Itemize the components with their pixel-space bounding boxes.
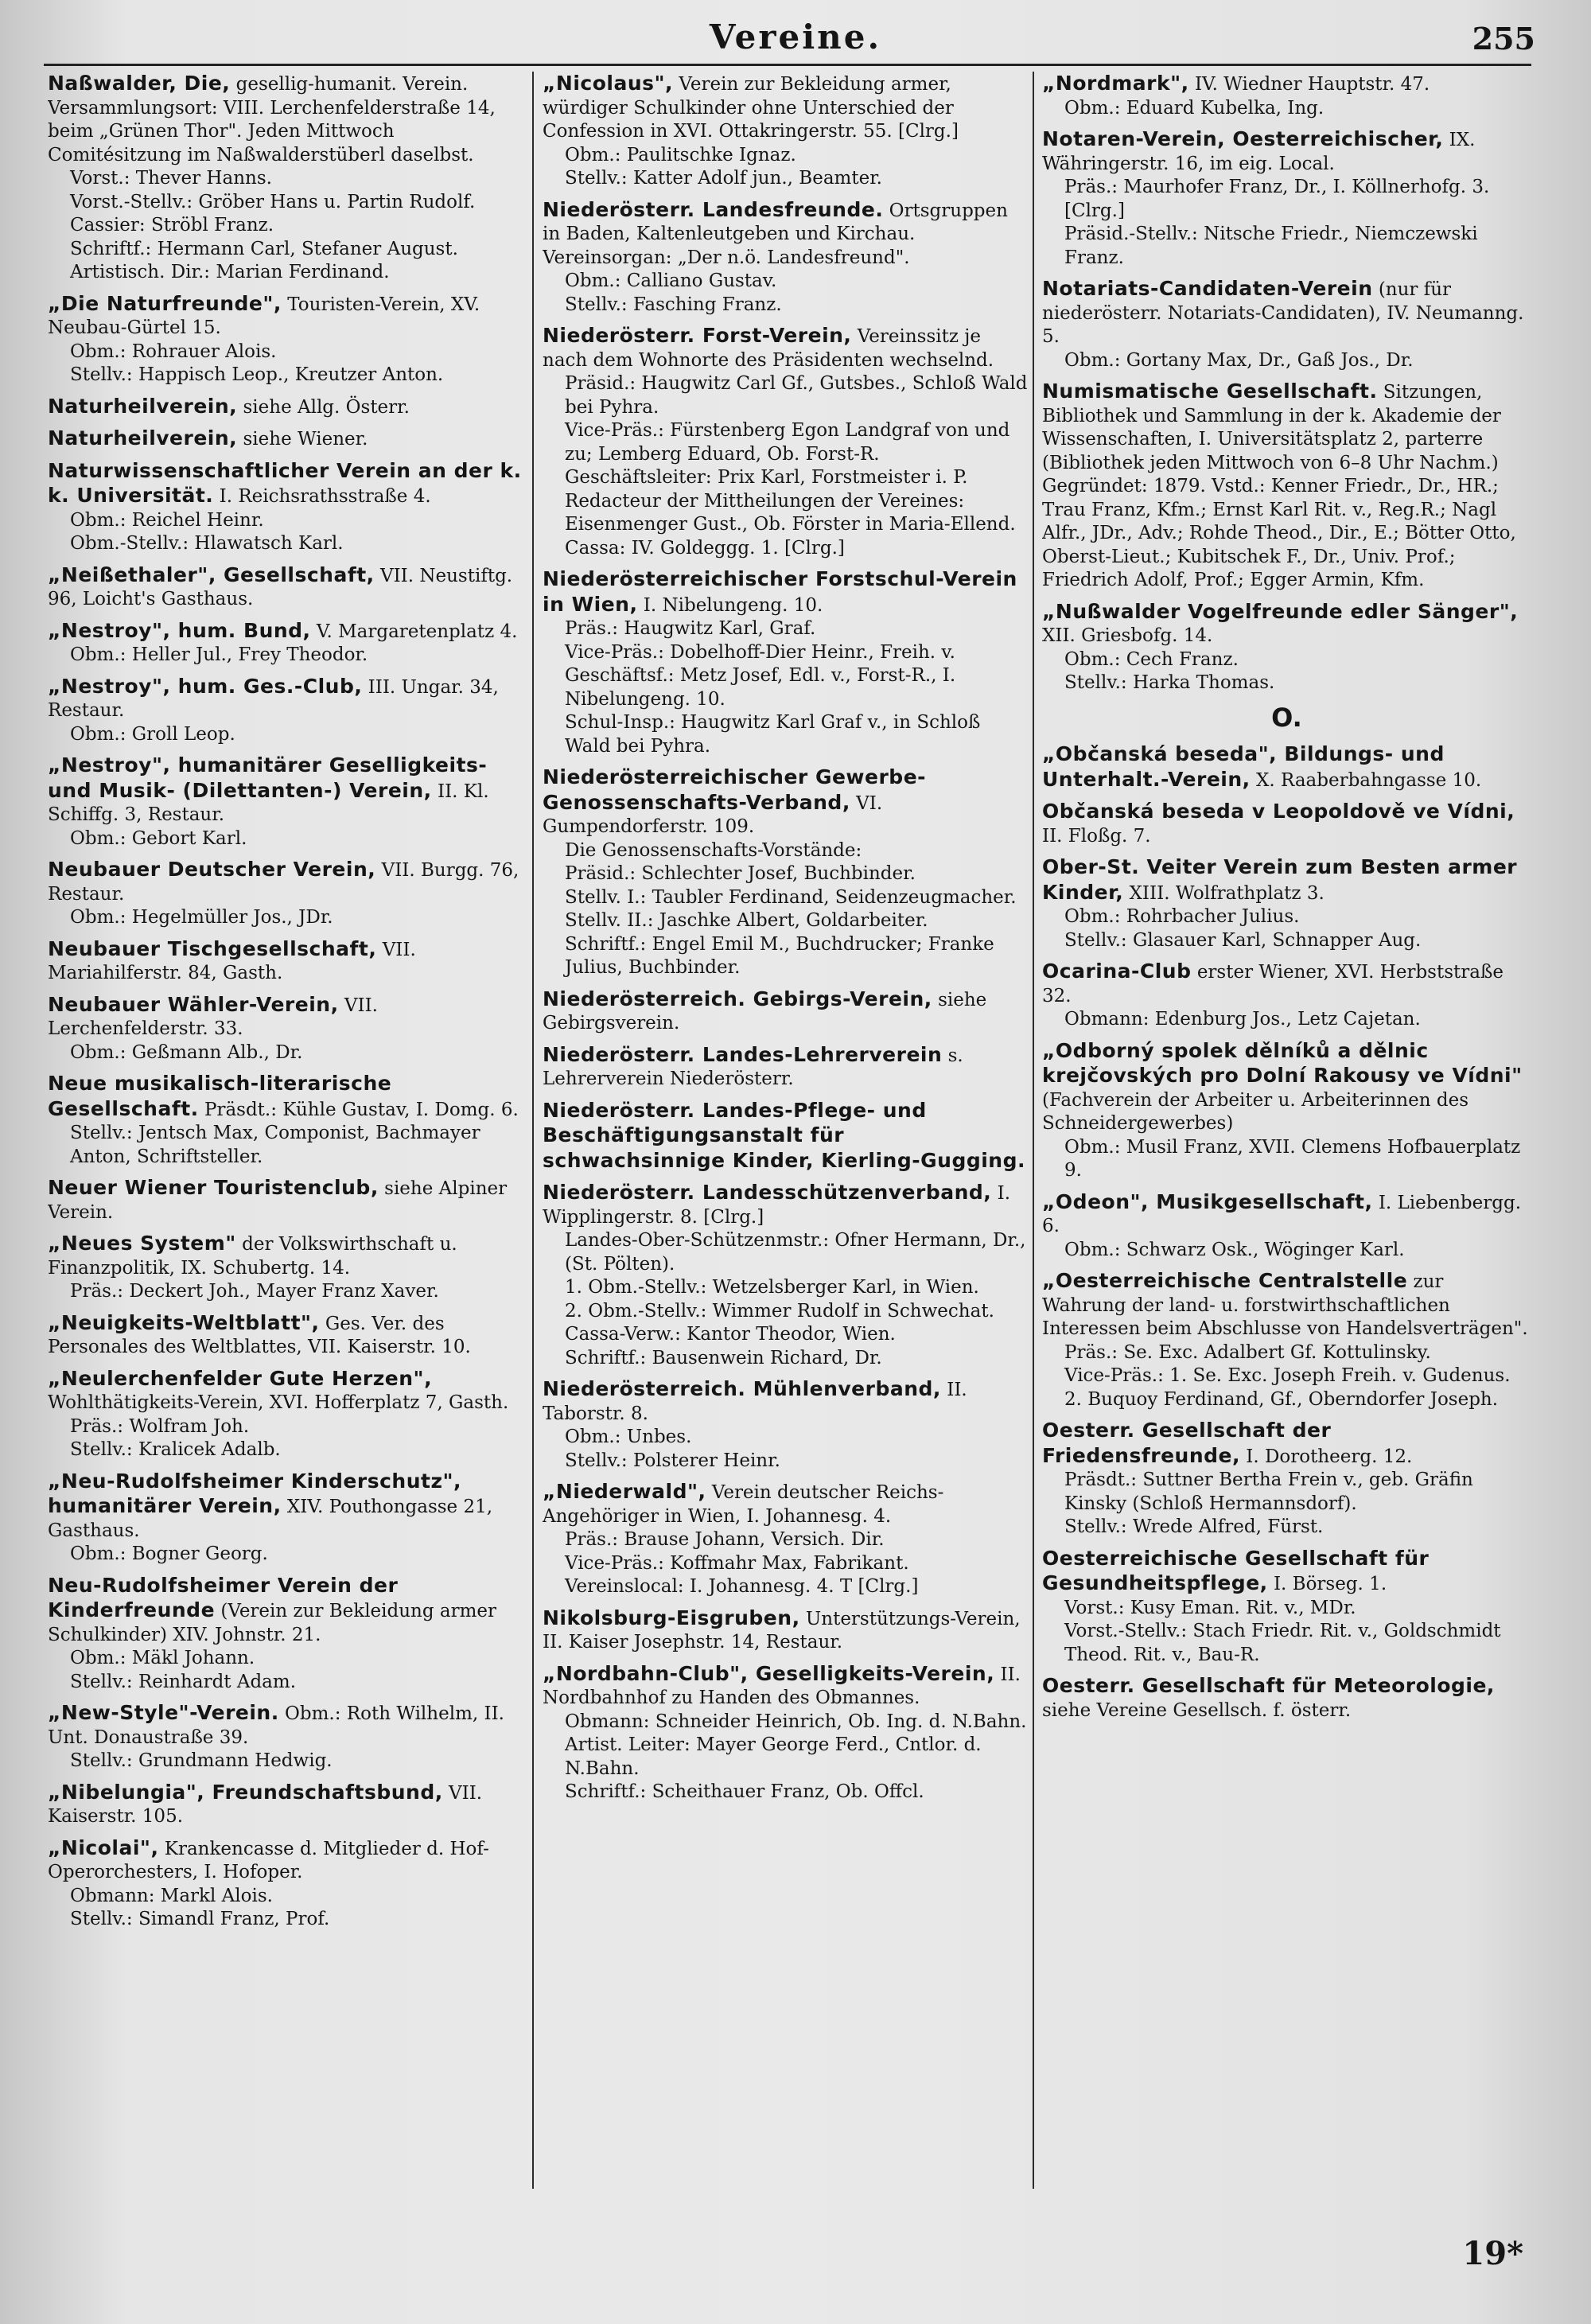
- entry-detail-line: Obm.: Rohrbacher Julius.: [1064, 906, 1300, 927]
- entry-detail-line: Obm.: Reichel Heinr.: [70, 509, 264, 531]
- entry-detail-line: Vorst.: Kusy Eman. Rit. v., MDr.: [1064, 1597, 1356, 1618]
- entry-text: X. Raaberbahngasse 10.: [1255, 769, 1482, 791]
- directory-entry: [48, 426, 525, 452]
- entry-text: V. Margaretenplatz 4.: [316, 621, 518, 642]
- entry-detail-line: Schriftf.: Engel Emil M., Buchdrucker; Franke Julius, Buchbinder.: [565, 933, 994, 978]
- entry-text: I. Liebenbergg. 6.: [1042, 1192, 1522, 1236]
- entry-text: siehe Alpiner Verein.: [48, 1178, 508, 1223]
- entry-heading: Naturheilverein,: [48, 394, 238, 418]
- entry-text: siehe Vereine Gesellsch. f. österr.: [1042, 1699, 1352, 1721]
- entry-detail-line: Stellv.: Simandl Franz, Prof.: [70, 1909, 330, 1929]
- entry-detail-line: Obm.: Hegelmüller Jos., JDr.: [70, 907, 333, 928]
- entry-heading: Ocarina-Club: [1042, 960, 1192, 983]
- entry-text: s. Lehrerverein Niederösterr.: [543, 1045, 963, 1089]
- directory-entry: [48, 1470, 525, 1567]
- entry-text: III. Ungar. 34, Restaur.: [48, 676, 499, 721]
- directory-entry: [1042, 600, 1531, 695]
- entry-text: erster Wiener, XVI. Herbststraße 32.: [1042, 962, 1503, 1006]
- entry-text: siehe Wiener.: [243, 429, 368, 450]
- entry-heading: „Nibelungia", Freundschaftsbund,: [48, 1780, 443, 1804]
- entry-detail-line: Vice-Präs.: Dobelhoff-Dier Heinr., Freih. v.: [565, 641, 955, 663]
- entry-text: Verein zur Bekleidung armer, würdiger Schulkinder ohne Unterschied der Confession in XVI. Ottakringerstr. 55. [Clrg.]: [543, 74, 959, 142]
- entry-heading: Niederösterr. Landesschützenverband,: [543, 1181, 992, 1204]
- entry-text: XIII. Wolfrathplatz 3.: [1129, 882, 1325, 904]
- entry-detail-line: Stellv. II.: Jaschke Albert, Goldarbeiter.: [565, 910, 928, 931]
- entry-heading: „Nordbahn-Club", Geselligkeits-Verein,: [543, 1661, 995, 1685]
- entry-heading: Neuer Wiener Touristenclub,: [48, 1176, 379, 1199]
- entry-heading: Neu-Rudolfsheimer Verein der Kinderfreunde: [48, 1573, 399, 1621]
- directory-entry: [1042, 72, 1531, 120]
- entry-heading: „Oesterreichische Centralstelle: [1042, 1269, 1408, 1292]
- directory-entry: [48, 937, 525, 986]
- entry-text: I. Börseg. 1.: [1273, 1574, 1387, 1594]
- directory-entry: [48, 619, 525, 668]
- entry-heading: Notaren-Verein, Oesterreichischer,: [1042, 127, 1444, 150]
- entry-text: I. Dorotheerg. 12.: [1246, 1446, 1413, 1467]
- signature-mark: 19*: [1462, 2235, 1523, 2272]
- entry-detail-line: Stellv.: Happisch Leop., Kreutzer Anton.: [70, 364, 444, 385]
- entry-text: XII. Griesbofg. 14.: [1042, 625, 1213, 646]
- directory-entry: [543, 72, 1028, 191]
- entry-heading: Oesterr. Gesellschaft der Friedensfreunde,: [1042, 1419, 1332, 1467]
- entry-text: gesellig-humanit. Verein. Versammlungsort: VIII. Lerchenfelderstraße 14, beim „Grünen Thor". Jeden Mittwoch Comitésitzung im Naßwalderstüberl daselbst.: [48, 74, 496, 165]
- directory-entry: [1042, 1674, 1531, 1723]
- directory-entry: [1042, 1039, 1531, 1183]
- entry-detail-line: Vorst.-Stellv.: Stach Friedr. Rit. v., Goldschmidt Theod. Rit. v., Bau-R.: [1064, 1621, 1501, 1665]
- entry-text: Präsdt.: Kühle Gustav, I. Domg. 6.: [204, 1099, 519, 1120]
- entry-detail-line: Artist. Leiter: Mayer George Ferd., Cntlor. d. N.Bahn.: [565, 1734, 982, 1779]
- entry-detail-line: Präs.: Se. Exc. Adalbert Gf. Kottulinsky.: [1064, 1341, 1431, 1363]
- entry-text: VII. Mariahilferstr. 84, Gasth.: [48, 939, 416, 983]
- entry-text: (nur für niederösterr. Notariats-Candidaten), IV. Neumanng. 5.: [1042, 279, 1524, 347]
- entry-heading: „Odeon", Musikgesellschaft,: [1042, 1189, 1373, 1213]
- entry-text: Wohlthätigkeits-Verein, XVI. Hofferplatz 7, Gasth.: [48, 1392, 509, 1413]
- entry-heading: Naturwissenschaftlicher Verein an der k. k. Universität.: [48, 458, 522, 507]
- entry-detail-line: Präsid.: Schlechter Josef, Buchbinder.: [565, 863, 916, 884]
- entry-text: I. Nibelungeng. 10.: [643, 594, 823, 616]
- entry-detail-line: 1. Obm.-Stellv.: Wetzelsberger Karl, in Wien.: [565, 1277, 979, 1298]
- directory-entry: [1042, 1269, 1531, 1411]
- entry-detail-line: Obmann: Markl Alois.: [70, 1885, 273, 1906]
- entry-detail-line: Vice-Präs.: Fürstenberg Egon Landgraf von und zu; Lemberg Eduard, Ob. Forst-R.: [565, 420, 1010, 465]
- directory-entry: [543, 1606, 1028, 1655]
- entry-text: XIV. Pouthongasse 21, Gasthaus.: [48, 1497, 493, 1541]
- entry-text: IX. Währingerstr. 16, im eig. Local.: [1042, 130, 1476, 174]
- entry-text: VII. Burgg. 76, Restaur.: [48, 860, 519, 905]
- entry-text: Vereinssitz je nach dem Wohnorte des Präsidenten wechselnd.: [543, 326, 994, 371]
- directory-entry: [543, 198, 1028, 317]
- entry-detail-line: Obm.-Stellv.: Hlawatsch Karl.: [70, 533, 344, 554]
- entry-detail-line: Stellv.: Jentsch Max, Componist, Bachmayer Anton, Schriftsteller.: [70, 1123, 480, 1167]
- entry-detail-line: 2. Obm.-Stellv.: Wimmer Rudolf in Schwechat.: [565, 1300, 994, 1322]
- entry-text: siehe Allg. Österr.: [243, 396, 410, 418]
- entry-detail-line: Die Genossenschafts-Vorstände:: [565, 839, 862, 861]
- entry-detail-line: Präs.: Brause Johann, Versich. Dir.: [565, 1529, 885, 1550]
- entry-text: II. Kl. Schiffg. 3, Restaur.: [48, 781, 489, 825]
- entry-detail-line: Vorst.-Stellv.: Gröber Hans u. Partin Rudolf.: [70, 191, 476, 212]
- entry-text: (Verein zur Bekleidung armer Schulkinder) XIV. Johnstr. 21.: [48, 1601, 497, 1645]
- entry-detail-line: Präs.: Wolfram Joh.: [70, 1415, 250, 1437]
- entry-detail-line: Obm.: Rohrauer Alois.: [70, 341, 277, 362]
- directory-entry: [48, 1836, 525, 1932]
- directory-entry: [1042, 1190, 1531, 1263]
- entry-heading: „Nestroy", humanitärer Geselligkeits- und Musik- (Dilettanten-) Verein,: [48, 753, 488, 802]
- column-1: [48, 72, 525, 2197]
- directory-entry: [1042, 800, 1531, 848]
- entry-detail-line: Stellv.: Reinhardt Adam.: [70, 1671, 297, 1692]
- entry-heading: Naßwalder, Die,: [48, 72, 231, 95]
- directory-entry: [543, 1043, 1028, 1092]
- entry-heading: „Nestroy", hum. Ges.-Club,: [48, 674, 363, 698]
- entry-heading: „Neu-Rudolfsheimer Kinderschutz", humanitärer Verein,: [48, 1469, 462, 1517]
- entry-heading: Numismatische Gesellschaft.: [1042, 380, 1378, 403]
- entry-heading: Nikolsburg-Eisgruben,: [543, 1606, 800, 1629]
- directory-entry: [543, 1480, 1028, 1599]
- directory-entry: [1042, 742, 1531, 792]
- directory-entry: [48, 1232, 525, 1304]
- entry-text: Ortsgruppen in Baden, Kaltenleutgeben und Kirchau. Vereinsorgan: „Der n.ö. Landesfreund".: [543, 200, 1008, 268]
- entry-detail-line: Stellv.: Glasauer Karl, Schnapper Aug.: [1064, 929, 1422, 951]
- header-rule: [44, 64, 1531, 66]
- entry-detail-line: Artistisch. Dir.: Marian Ferdinand.: [70, 262, 390, 282]
- entry-heading: „Nußwalder Vogelfreunde edler Sänger",: [1042, 599, 1519, 623]
- directory-entry: [1042, 1419, 1531, 1540]
- directory-entry: [48, 395, 525, 420]
- entry-heading: „Nicolaus",: [543, 72, 674, 95]
- entry-text: siehe Gebirgsverein.: [543, 989, 987, 1034]
- entry-heading: Naturheilverein,: [48, 426, 238, 450]
- entry-detail-line: Schul-Insp.: Haugwitz Karl Graf v., in Schloß Wald bei Pyhra.: [565, 712, 981, 757]
- entry-detail-line: Stellv.: Grundmann Hedwig.: [70, 1750, 333, 1771]
- entry-detail-line: Obm.: Heller Jul., Frey Theodor.: [70, 644, 368, 665]
- entry-heading: „Neues System": [48, 1232, 236, 1255]
- entry-heading: „Nestroy", hum. Bund,: [48, 618, 311, 642]
- entry-text: Sitzungen, Bibliothek und Sammlung in der k. Akademie der Wissenschaften, I. Universitätsplatz 2, parterre (Bibliothek jeden Mittwoch von 6–8 Uhr Nachm.) Gegründet: 1879. Vstd.: Kenner Friedr., Dr., HR.; Trau Franz, Kfm.; Ernst Karl Rit. v., Reg.R.; Nagl Alfr., JDr., Adv.; Rohde Theod., Dir., E.; Bötter Otto, Oberst-Lieut.; Kubitschek F., Dr., Univ. Prof.; Friedrich Adolf, Prof.; Egger Armin, Kfm.: [1042, 382, 1516, 590]
- entry-heading: Neubauer Wähler-Verein,: [48, 992, 339, 1016]
- entry-heading: Niederösterreichischer Gewerbe-Genossenschafts-Verband,: [543, 765, 927, 814]
- entry-detail-line: Vice-Präs.: 1. Se. Exc. Joseph Freih. v. Gudenus. 2. Buquoy Ferdinand, Gf., Oberndorfer Joseph.: [1064, 1365, 1511, 1410]
- entry-heading: „Neulerchenfelder Gute Herzen",: [48, 1366, 433, 1390]
- directory-entry: [48, 1781, 525, 1829]
- entry-detail-line: Stellv.: Wrede Alfred, Fürst.: [1064, 1516, 1324, 1537]
- entry-heading: „Die Naturfreunde",: [48, 291, 282, 315]
- entry-text: Touristen-Verein, XV. Neubau-Gürtel 15.: [48, 294, 480, 338]
- entry-heading: Oesterr. Gesellschaft für Meteorologie,: [1042, 1674, 1495, 1697]
- column-2: [543, 72, 1028, 2197]
- entry-heading: Občanská beseda v Leopoldově ve Vídni,: [1042, 800, 1515, 823]
- directory-entry: [543, 567, 1028, 758]
- directory-entry: [48, 563, 525, 612]
- entry-heading: Niederösterr. Landes-Pflege- und Beschäftigungsanstalt für schwachsinnige Kinder, Kierling-Gugging.: [543, 1098, 1025, 1172]
- entry-heading: „Nicolai",: [48, 1835, 159, 1859]
- entry-detail-line: Schriftf.: Hermann Carl, Stefaner August.: [70, 238, 458, 259]
- entry-text: VII. Kaiserstr. 105.: [48, 1782, 483, 1827]
- section-letter: O.: [1271, 702, 1302, 733]
- entry-detail-line: Obm.: Mäkl Johann.: [70, 1648, 255, 1668]
- directory-entry: [543, 1377, 1028, 1473]
- directory-entry: [1042, 960, 1531, 1032]
- entry-detail-line: Obm.: Musil Franz, XVII. Clemens Hofbauerplatz 9.: [1064, 1136, 1521, 1181]
- entry-detail-line: Vereinslocal: I. Johannesg. 4. T [Clrg.]: [565, 1576, 919, 1597]
- entry-heading: Oesterreichische Gesellschaft für Gesundheitspflege,: [1042, 1546, 1430, 1594]
- entry-heading: Niederösterr. Forst-Verein,: [543, 324, 852, 347]
- entry-detail-line: Geschäftsleiter: Prix Karl, Forstmeister i. P.: [565, 467, 968, 488]
- entry-detail-line: Obm.: Geßmann Alb., Dr.: [70, 1041, 303, 1063]
- entry-text: II. Floßg. 7.: [1042, 825, 1151, 847]
- entry-text: Unterstützungs-Verein, II. Kaiser Josephstr. 14, Restaur.: [543, 1608, 1021, 1652]
- directory-entry: [48, 1176, 525, 1224]
- directory-entry: [543, 987, 1028, 1036]
- entry-detail-line: Obm.: Schwarz Osk., Wöginger Karl.: [1064, 1239, 1405, 1260]
- entry-text: zur Wahrung der land- u. forstwirthschaftlichen Interessen beim Abschlusse von Handelsverträgen".: [1042, 1271, 1528, 1339]
- directory-entry: [48, 675, 525, 747]
- column-3: [1042, 72, 1531, 2197]
- entry-heading: Neubauer Tischgesellschaft,: [48, 936, 377, 960]
- entry-heading: „Odborný spolek dělníků a dělnic krejčovských pro Dolní Rakousy ve Vídni": [1042, 1038, 1523, 1087]
- entry-detail-line: Cassa: IV. Goldeggg. 1. [Clrg.]: [565, 537, 845, 559]
- entry-detail-line: Obm.: Bogner Georg.: [70, 1543, 268, 1564]
- entry-detail-line: Cassier: Ströbl Franz.: [70, 215, 274, 236]
- entry-text: Verein deutscher Reichs-Angehöriger in Wien, I. Johannesg. 4.: [543, 1482, 944, 1527]
- directory-entry: [48, 72, 525, 285]
- entry-detail-line: Schriftf.: Bausenwein Richard, Dr.: [565, 1347, 882, 1368]
- entry-heading: Niederösterreich. Gebirgs-Verein,: [543, 987, 932, 1010]
- entry-text: IV. Wiedner Hauptstr. 47.: [1194, 74, 1430, 95]
- entry-detail-line: Obmann: Schneider Heinrich, Ob. Ing. d. N.Bahn.: [565, 1711, 1027, 1732]
- entry-detail-line: Stellv.: Kralicek Adalb.: [70, 1439, 281, 1460]
- entry-text: I. Wipplingerstr. 8. [Clrg.]: [543, 1183, 1011, 1228]
- entry-heading: Ober-St. Veiter Verein zum Besten armer Kinder,: [1042, 855, 1518, 904]
- running-title: Vereine.: [709, 18, 882, 56]
- entry-detail-line: Präsid.-Stellv.: Nitsche Friedr., Niemczewski Franz.: [1064, 224, 1478, 268]
- entry-detail-line: Präsdt.: Suttner Bertha Frein v., geb. Gräfin Kinsky (Schloß Hermannsdorf).: [1064, 1470, 1473, 1514]
- entry-heading: Niederösterreich. Mühlenverband,: [543, 1377, 941, 1400]
- directory-entry: [543, 765, 1028, 980]
- entry-heading: Notariats-Candidaten-Verein: [1042, 277, 1373, 300]
- entry-detail-line: Geschäftsf.: Metz Josef, Edl. v., Forst-R., I. Nibelungeng. 10.: [565, 665, 956, 710]
- directory-entry: [48, 292, 525, 387]
- directory-entry: [48, 1574, 525, 1695]
- entry-text: Krankencasse d. Mitglieder d. Hof-Operorchesters, I. Hofoper.: [48, 1838, 489, 1882]
- entry-detail-line: Vorst.: Thever Hanns.: [70, 168, 272, 189]
- entry-detail-line: Stellv. I.: Taubler Ferdinand, Seidenzeugmacher.: [565, 886, 1017, 908]
- entry-text: II. Nordbahnhof zu Handen des Obmannes.: [543, 1664, 1021, 1708]
- entry-detail-line: Obm.: Gebort Karl.: [70, 827, 247, 849]
- entry-detail-line: Obm.: Gortany Max, Dr., Gaß Jos., Dr.: [1064, 349, 1414, 371]
- directory-entry: [48, 753, 525, 851]
- directory-entry: [1042, 1547, 1531, 1668]
- entry-detail-line: Präs.: Haugwitz Karl, Graf.: [565, 618, 816, 639]
- entry-text: der Volkswirthschaft u. Finanzpolitik, IX. Schubertg. 14.: [48, 1234, 457, 1279]
- directory-entry: [48, 459, 525, 556]
- entry-text: VI. Gumpendorferstr. 109.: [543, 792, 883, 837]
- entry-heading: „Občanská beseda", Bildungs- und Unterhalt.-Verein,: [1042, 742, 1445, 791]
- directory-entry: [48, 858, 525, 930]
- directory-entry: [543, 1099, 1028, 1174]
- entry-detail-line: Schriftf.: Scheithauer Franz, Ob. Offcl.: [565, 1781, 924, 1802]
- directory-entry: [543, 1662, 1028, 1804]
- directory-entry: [1042, 277, 1531, 372]
- entry-detail-line: Obm.: Eduard Kubelka, Ing.: [1064, 97, 1325, 119]
- entry-heading: Niederösterr. Landes-Lehrerverein: [543, 1042, 943, 1066]
- entry-text: VII. Lerchenfelderstr. 33.: [48, 995, 378, 1039]
- entry-heading: Neubauer Deutscher Verein,: [48, 858, 376, 881]
- entry-detail-line: Obm.: Cech Franz.: [1064, 648, 1239, 670]
- directory-entry: [543, 324, 1028, 560]
- entry-detail-line: Vice-Präs.: Koffmahr Max, Fabrikant.: [565, 1552, 909, 1574]
- entry-detail-line: Obm.: Paulitschke Ignaz.: [565, 144, 796, 165]
- entry-detail-line: Obmann: Edenburg Jos., Letz Cajetan.: [1064, 1009, 1421, 1030]
- directory-entry: [48, 1367, 525, 1462]
- entry-detail-line: Redacteur der Mittheilungen der Vereines: Eisenmenger Gust., Ob. Förster in Maria-Ellend.: [565, 490, 1016, 535]
- entry-heading: „Nordmark",: [1042, 72, 1189, 95]
- directory-entry: [48, 993, 525, 1065]
- directory-entry: [1042, 855, 1531, 952]
- entry-detail-line: Präs.: Maurhofer Franz, Dr., I. Köllnerhofg. 3. [Clrg.]: [1064, 177, 1490, 221]
- entry-detail-line: Präs.: Deckert Joh., Mayer Franz Xaver.: [70, 1281, 439, 1302]
- entry-detail-line: Cassa-Verw.: Kantor Theodor, Wien.: [565, 1324, 896, 1345]
- entry-detail-line: Obm.: Calliano Gustav.: [565, 271, 777, 291]
- entry-heading: „Neißethaler", Gesellschaft,: [48, 563, 375, 586]
- directory-entry: [1042, 127, 1531, 270]
- entry-detail-line: Stellv.: Katter Adolf jun., Beamter.: [565, 168, 882, 189]
- entry-text: Ges. Ver. des Personales des Weltblattes, VII. Kaiserstr. 10.: [48, 1313, 471, 1357]
- column-divider: [1033, 72, 1034, 2189]
- entry-heading: Niederösterreichischer Forstschul-Verein in Wien,: [543, 567, 1017, 616]
- entry-heading: „Niederwald",: [543, 1480, 706, 1503]
- entry-detail-line: Stellv.: Harka Thomas.: [1064, 672, 1275, 693]
- entry-text: VII. Neustiftg. 96, Loicht's Gasthaus.: [48, 565, 513, 609]
- entry-detail-line: Landes-Ober-Schützenmstr.: Ofner Hermann, Dr., (St. Pölten).: [565, 1230, 1026, 1275]
- entry-detail-line: Obm.: Unbes.: [565, 1427, 692, 1447]
- directory-entry: [1042, 380, 1531, 593]
- entry-text: I. Reichsrathsstraße 4.: [219, 486, 431, 507]
- column-divider: [532, 72, 534, 2189]
- entry-detail-line: Obm.: Groll Leop.: [70, 723, 235, 745]
- directory-entry: [48, 1311, 525, 1360]
- entry-text: II. Taborstr. 8.: [543, 1380, 967, 1424]
- entry-heading: „Neuigkeits-Weltblatt",: [48, 1310, 320, 1334]
- directory-entry: [48, 1072, 525, 1169]
- entry-detail-line: Stellv.: Fasching Franz.: [565, 294, 782, 315]
- entry-text: (Fachverein der Arbeiter u. Arbeiterinnen des Schneidergewerbes): [1042, 1089, 1468, 1134]
- entry-detail-line: Stellv.: Polsterer Heinr.: [565, 1450, 780, 1471]
- entry-heading: Neue musikalisch-literarische Gesellschaft.: [48, 1072, 392, 1120]
- directory-entry: [543, 1181, 1028, 1370]
- entry-text: Obm.: Roth Wilhelm, II. Unt. Donaustraße 39.: [48, 1703, 504, 1748]
- entry-heading: Niederösterr. Landesfreunde.: [543, 197, 884, 221]
- directory-entry: [48, 1701, 525, 1773]
- page-number: 255: [1472, 21, 1535, 56]
- entry-detail-line: Präsid.: Haugwitz Carl Gf., Gutsbes., Schloß Wald bei Pyhra.: [565, 373, 1028, 418]
- entry-heading: „New-Style"-Verein.: [48, 1701, 279, 1724]
